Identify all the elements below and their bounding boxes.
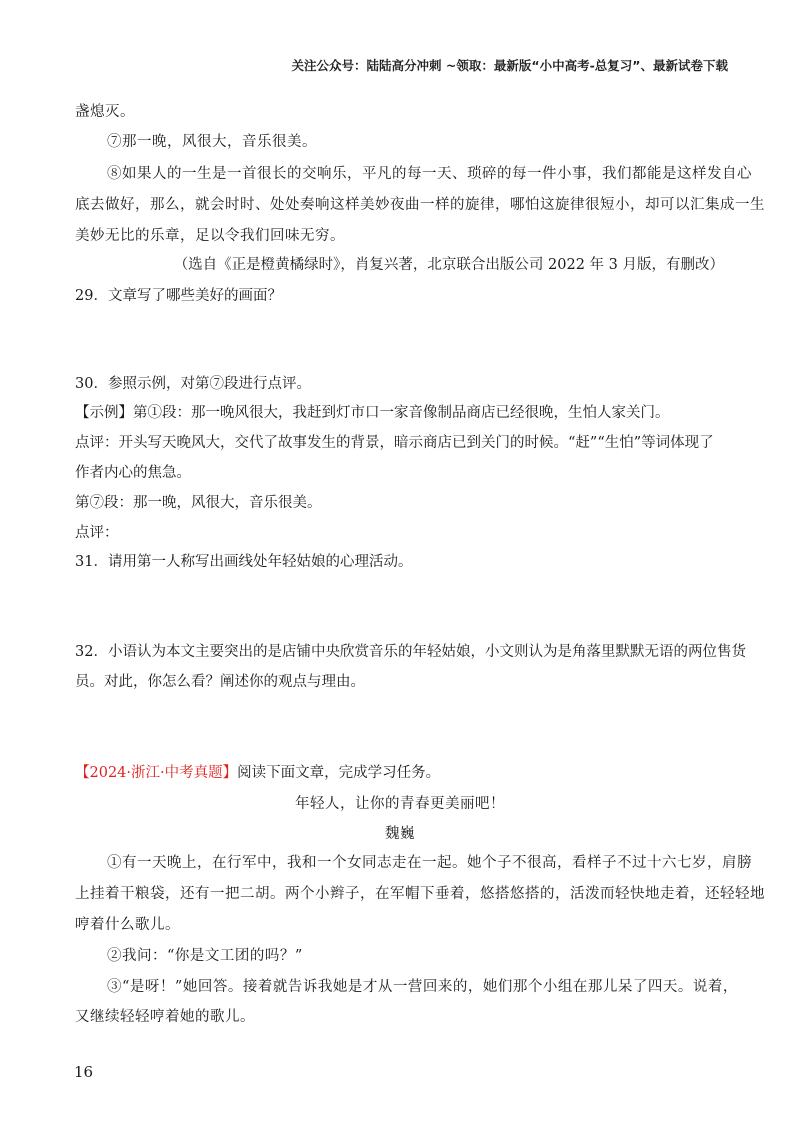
- article-p3-line2: 又继续轻轻哼着她的歌儿。: [75, 1009, 255, 1025]
- question-32-line1: 32．小语认为本文主要突出的是店铺中央欣赏音乐的年轻姑娘，小文则认为是角落里默默无语的两位售货: [75, 644, 746, 660]
- question-29: 29．文章写了哪些美好的画面？: [75, 288, 282, 304]
- example-text: 【示例】第①段：那一晚风很大，我赶到灯市口一家音像制品商店已经很晚，生怕人家关门。: [75, 405, 670, 421]
- comment-line2: 作者内心的焦急。: [75, 465, 191, 481]
- article-p1-line1: ①有一天晚上，在行军中，我和一个女同志走在一起。她个子不很高，看样子不过十六七岁，肩膀: [107, 855, 752, 871]
- page-number: 16: [74, 1063, 94, 1081]
- section-intro: 阅读下面文章，完成学习任务。: [237, 765, 441, 781]
- paragraph-7-reference: 第⑦段：那一晚，风很大，音乐很美。: [75, 495, 322, 511]
- article-p3-line1: ③“是呀！”她回答。接着就告诉我她是才从一营回来的，她们那个小组在那儿呆了四天。说着，: [107, 979, 738, 995]
- exam-source-tag: 【2024·浙江·中考真题】: [75, 765, 238, 781]
- paragraph-8-line3: 美妙无比的乐章，足以令我们回味无穷。: [75, 228, 345, 244]
- article-title: 年轻人，让你的青春更美丽吧！: [295, 796, 505, 812]
- page-header: 关注公众号：陆陆高分冲刺 ~领取：最新版“小中高考-总复习”、最新试卷下载: [291, 58, 728, 73]
- section-heading: [75, 761, 440, 782]
- article-p2: ②我问：“你是文工团的吗？”: [107, 948, 303, 964]
- passage-line: 盏熄灭。: [75, 104, 135, 120]
- paragraph-8-line1: ⑧如果人的一生是一首很长的交响乐，平凡的每一天、琐碎的每一件小事，我们都能是这样发自心: [107, 166, 752, 182]
- article-p1-line3: 哼着什么歌儿。: [75, 917, 180, 933]
- article-author: 魏巍: [385, 826, 415, 842]
- question-30: 30．参照示例，对第⑦段进行点评。: [75, 376, 311, 392]
- question-31: 31．请用第一人称写出画线处年轻姑娘的心理活动。: [75, 554, 413, 570]
- comment-line1: 点评：开头写天晚风大，交代了故事发生的背景，暗示商店已到关门的时候。“赶”“生怕”等词体现了: [75, 435, 714, 451]
- question-32-line2: 员。对此，你怎么看？阐述你的观点与理由。: [75, 674, 365, 690]
- article-p1-line2: 上挂着干粮袋，还有一把二胡。两个小辫子，在军帽下垂着，悠搭悠搭的，活泼而轻快地走着，还轻轻地: [75, 886, 765, 902]
- source-citation: （选自《正是橙黄橘绿时》，肖复兴著，北京联合出版公司 2022 年 3 月版，有删改）: [173, 257, 724, 273]
- paragraph-8-line2: 底去做好，那么，就会时时、处处奏响这样美妙夜曲一样的旋律，哪怕这旋律很短小，却可以汇集成一生: [75, 197, 765, 213]
- paragraph-7: ⑦那一晚，风很大，音乐很美。: [107, 134, 317, 150]
- comment-blank: 点评：: [75, 525, 119, 541]
